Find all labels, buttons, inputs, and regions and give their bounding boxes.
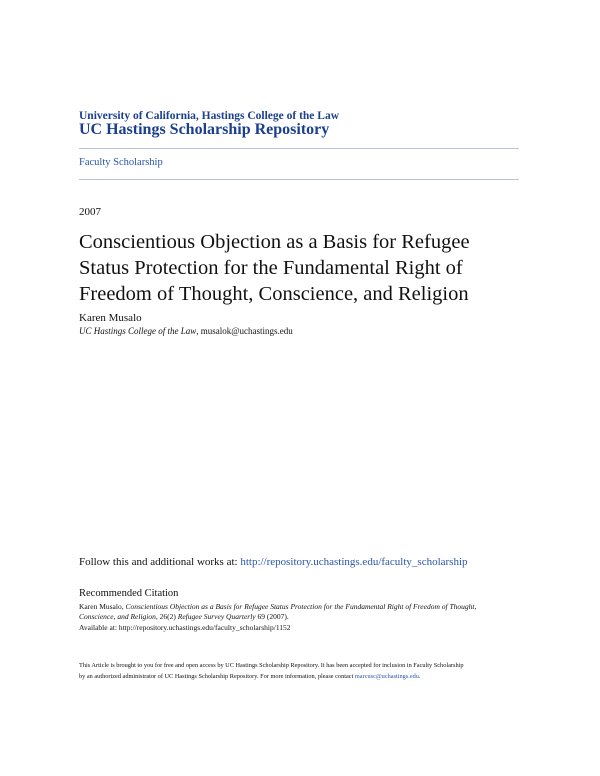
recommended-citation-heading: Recommended Citation <box>79 588 179 599</box>
title-line: Conscientious Objection as a Basis for Refugee <box>79 231 470 253</box>
citation-author: Karen Musalo, <box>79 602 124 611</box>
citation-title: Conscientious Objection as a Basis for Refugee Status Protection for the Fundamental Right of Freedom of Thought, <box>125 602 477 611</box>
citation-line <box>79 602 529 612</box>
author-email[interactable]: musalok@uchastings.edu <box>200 326 293 336</box>
article-title <box>79 229 519 307</box>
footer-line: This Article is brought to you for free and open access by UC Hastings Scholarship Repository. It has been accepted for inclusion in Faculty Scholarship <box>79 662 464 669</box>
divider <box>79 179 519 180</box>
follow-line <box>79 556 468 568</box>
footer-notice <box>79 660 539 683</box>
title-line: Freedom of Thought, Conscience, and Religion <box>79 283 469 305</box>
author-name: Karen Musalo <box>79 312 142 324</box>
repository-name[interactable]: UC Hastings Scholarship Repository <box>79 121 330 138</box>
citation-journal: Refugee Survey Quarterly <box>177 612 256 622</box>
citation-volume: , 26(2) <box>155 612 176 622</box>
divider <box>79 148 519 149</box>
citation-block <box>79 602 529 633</box>
citation-available[interactable]: Available at: http://repository.uchastings.edu/faculty_scholarship/1152 <box>79 622 291 632</box>
author-affiliation: UC Hastings College of the Law, musalok@uchastings.edu <box>79 326 293 336</box>
follow-text: Follow this and additional works at: <box>79 556 241 568</box>
institution-name[interactable]: University of California, Hastings College of the Law <box>79 110 340 122</box>
publication-year: 2007 <box>79 206 101 218</box>
collection-link[interactable]: Faculty Scholarship <box>79 157 163 168</box>
contact-email-link[interactable]: marcusc@uchastings.edu <box>354 673 419 681</box>
citation-line <box>79 612 529 622</box>
affiliation-text: UC Hastings College of the Law <box>79 326 197 336</box>
footer-period: . <box>418 673 421 681</box>
footer-line <box>79 671 539 682</box>
citation-pages: 69 (2007). <box>257 612 289 622</box>
title-line: Status Protection for the Fundamental Right of <box>79 257 463 279</box>
footer-text: by an authorized administrator of UC Hastings Scholarship Repository. For more information, please contact <box>79 673 355 681</box>
citation-title-cont: Conscience, and Religion <box>79 612 156 622</box>
follow-link[interactable]: http://repository.uchastings.edu/faculty_scholarship <box>240 556 468 568</box>
